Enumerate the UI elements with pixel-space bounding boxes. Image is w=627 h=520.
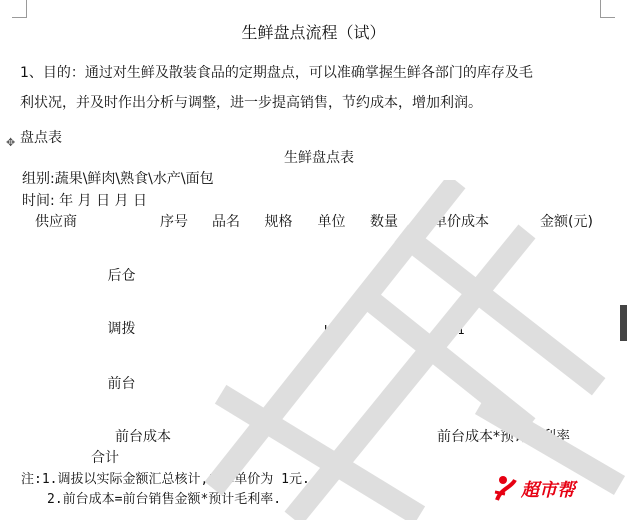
document-title: 生鲜盘点流程（试） (241, 23, 386, 42)
scrollbar-marker (620, 305, 627, 341)
group-label-back: 后仓 (107, 268, 136, 284)
front-cost-formula: 前台成本*预计毛利率 (437, 429, 570, 445)
inventory-table (17, 148, 621, 512)
transfer-unit-cost: 1 (457, 323, 465, 337)
header-name: 品名 (212, 214, 240, 230)
header-amount: 金额(元) (540, 214, 593, 230)
total-label: 合计 (91, 450, 119, 466)
header-unit: 单位 (317, 214, 346, 230)
note-line-1: 注:1.调拔以实际金额汇总核计,成本单价为 1元. (21, 472, 310, 487)
table-title: 生鲜盘点表 (284, 150, 354, 166)
supermarket-logo-icon (493, 474, 618, 506)
move-handle-icon[interactable]: ✥ (6, 136, 16, 149)
logo-text: 超市帮 (521, 480, 575, 501)
header-seq: 序号 (160, 214, 188, 230)
crop-mark-top-left (12, 0, 27, 18)
note-line-2: 2.前台成本=前台销售金额*预计毛利率. (47, 492, 282, 507)
purpose-paragraph-line-1: 1、目的：通过对生鲜及散装食品的定期盘点，可以准确掌握生鲜各部门的库存及毛 (20, 65, 533, 81)
section-label: 盘点表 (20, 130, 62, 146)
time-row: 时间: 年 月 日 月 日 (22, 193, 147, 209)
crop-mark-top-right (600, 0, 615, 18)
group-label-front: 前台 (107, 376, 136, 392)
logo-mark-icon (493, 474, 519, 504)
group-row: 组别:蔬果\鲜肉\熟食\水产\面包 (22, 171, 214, 187)
transfer-unit: KG (324, 323, 339, 337)
group-label-transfer: 调拨 (107, 321, 136, 337)
front-cost-label: 前台成本 (115, 429, 171, 445)
header-qty: 数量 (370, 214, 398, 230)
header-supplier: 供应商 (35, 214, 77, 230)
purpose-paragraph-line-2: 利状况，并及时作出分析与调整，进一步提高销售，节约成本，增加利润。 (20, 95, 482, 111)
header-unit-cost: 单价成本 (433, 214, 489, 230)
header-spec: 规格 (264, 214, 293, 230)
